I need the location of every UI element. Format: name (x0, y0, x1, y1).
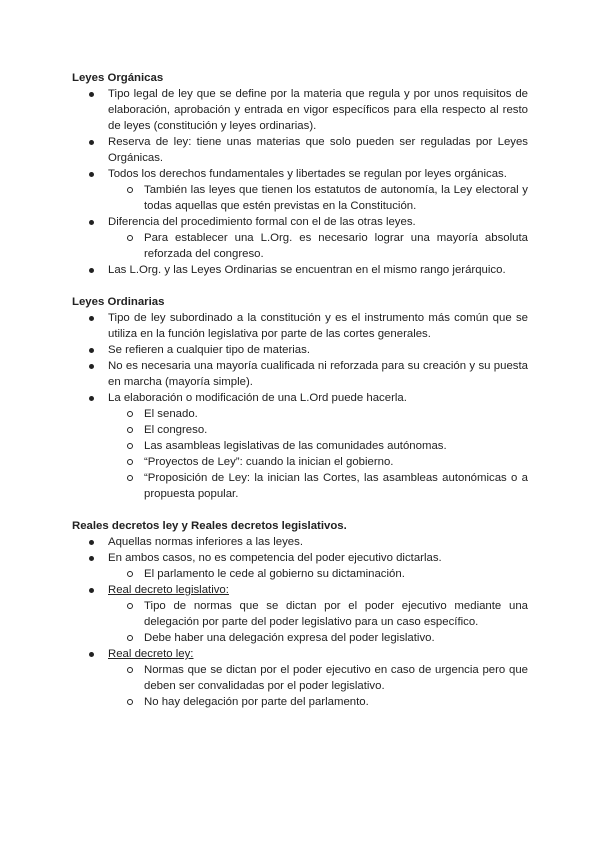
list-item-text: Aquellas normas inferiores a las leyes. (108, 536, 303, 548)
list-item (72, 342, 528, 358)
underlined-heading: Real decreto legislativo: (108, 584, 229, 596)
sub-list-item (108, 422, 528, 438)
bullet-icon (89, 172, 94, 177)
sub-list-item (108, 470, 528, 502)
underlined-heading: Real decreto ley: (108, 648, 194, 660)
circle-bullet-icon (127, 571, 133, 577)
list-item (72, 358, 528, 390)
list-item-text: Diferencia del procedimiento formal con el de las otras leyes. (108, 216, 416, 228)
sub-list-item-text: Para establecer una L.Org. es necesario lograr una mayoría absoluta reforzada del congreso. (144, 232, 528, 260)
bullet-icon (89, 364, 94, 369)
list-item (72, 86, 528, 134)
list-item (72, 262, 528, 278)
sub-list-item-text: El parlamento le cede al gobierno su dictaminación. (144, 568, 405, 580)
bullet-icon (89, 268, 94, 273)
list-item (72, 534, 528, 550)
circle-bullet-icon (127, 235, 133, 241)
sub-list-item (108, 598, 528, 630)
section-reales-decretos (72, 518, 528, 710)
list-item-text: Reserva de ley: tiene unas materias que solo pueden ser reguladas por Leyes Orgánicas. (108, 136, 528, 164)
bullet-icon (89, 92, 94, 97)
sub-list-item (108, 566, 528, 582)
sub-list (108, 662, 528, 710)
circle-bullet-icon (127, 603, 133, 609)
circle-bullet-icon (127, 187, 133, 193)
bullet-icon (89, 316, 94, 321)
bullet-icon (89, 140, 94, 145)
circle-bullet-icon (127, 443, 133, 449)
sub-list (108, 182, 528, 214)
bullet-list (72, 86, 528, 278)
bullet-icon (89, 396, 94, 401)
section-leyes-ordinarias (72, 294, 528, 502)
sub-list (108, 230, 528, 262)
sub-list (108, 598, 528, 646)
circle-bullet-icon (127, 475, 133, 481)
sub-list-item-text: “Proyectos de Ley”: cuando la inician el gobierno. (144, 456, 394, 468)
sub-list-item-text: El senado. (144, 408, 198, 420)
list-item (72, 582, 528, 646)
list-item (72, 166, 528, 214)
sub-list-item (108, 182, 528, 214)
list-item (72, 214, 528, 262)
list-item (72, 550, 528, 582)
circle-bullet-icon (127, 459, 133, 465)
list-item-text: Tipo legal de ley que se define por la materia que regula y por unos requisitos de elaboración, aprobación y entrada en vigor específicos para ella respecto al resto de leyes (constitución y leyes ordinarias). (108, 88, 528, 132)
list-item (72, 310, 528, 342)
sub-list-item (108, 694, 528, 710)
sub-list-item-text: “Proposición de Ley: la inician las Cortes, las asambleas autonómicas o a propuesta popular. (144, 472, 528, 500)
list-item-text: En ambos casos, no es competencia del poder ejecutivo dictarlas. (108, 552, 442, 564)
list-item-text: Se refieren a cualquier tipo de materias. (108, 344, 310, 356)
bullet-icon (89, 588, 94, 593)
circle-bullet-icon (127, 635, 133, 641)
list-item-text: Las L.Org. y las Leyes Ordinarias se encuentran en el mismo rango jerárquico. (108, 264, 506, 276)
section-title: Leyes Ordinarias (72, 296, 165, 308)
circle-bullet-icon (127, 427, 133, 433)
list-item (72, 646, 528, 710)
list-item-text: No es necesaria una mayoría cualificada ni reforzada para su creación y su puesta en marcha (mayoría simple). (108, 360, 528, 388)
list-item-text: Tipo de ley subordinado a la constitución y es el instrumento más común que se utiliza en la función legislativa por parte de las cortes generales. (108, 312, 528, 340)
bullet-icon (89, 220, 94, 225)
section-title: Leyes Orgánicas (72, 72, 164, 84)
sub-list-item-text: El congreso. (144, 424, 208, 436)
sub-list-item (108, 406, 528, 422)
sub-list-item-text: No hay delegación por parte del parlamento. (144, 696, 369, 708)
list-item-text: La elaboración o modificación de una L.Ord puede hacerla. (108, 392, 407, 404)
sub-list-item (108, 454, 528, 470)
circle-bullet-icon (127, 411, 133, 417)
sub-list-item-text: También las leyes que tienen los estatutos de autonomía, la Ley electoral y todas aquellas que estén previstas en la Constitución. (144, 184, 528, 212)
sub-list (108, 406, 528, 502)
sub-list-item-text: Tipo de normas que se dictan por el poder ejecutivo mediante una delegación por parte del poder legislativo para un caso específico. (144, 600, 528, 628)
bullet-icon (89, 540, 94, 545)
circle-bullet-icon (127, 667, 133, 673)
list-item (72, 390, 528, 502)
circle-bullet-icon (127, 699, 133, 705)
bullet-list (72, 534, 528, 710)
bullet-icon (89, 652, 94, 657)
sub-list-item-text: Las asambleas legislativas de las comunidades autónomas. (144, 440, 447, 452)
section-leyes-organicas (72, 70, 528, 278)
sub-list-item-text: Normas que se dictan por el poder ejecutivo en caso de urgencia pero que deben ser convalidadas por el poder legislativo. (144, 664, 528, 692)
bullet-icon (89, 348, 94, 353)
document-page (72, 70, 528, 726)
section-title: Reales decretos ley y Reales decretos legislativos. (72, 520, 347, 532)
sub-list-item-text: Debe haber una delegación expresa del poder legislativo. (144, 632, 435, 644)
sub-list-item (108, 438, 528, 454)
sub-list (108, 566, 528, 582)
sub-list-item (108, 662, 528, 694)
sub-list-item (108, 630, 528, 646)
sub-list-item (108, 230, 528, 262)
bullet-list (72, 310, 528, 502)
list-item-text: Todos los derechos fundamentales y libertades se regulan por leyes orgánicas. (108, 168, 507, 180)
list-item (72, 134, 528, 166)
bullet-icon (89, 556, 94, 561)
